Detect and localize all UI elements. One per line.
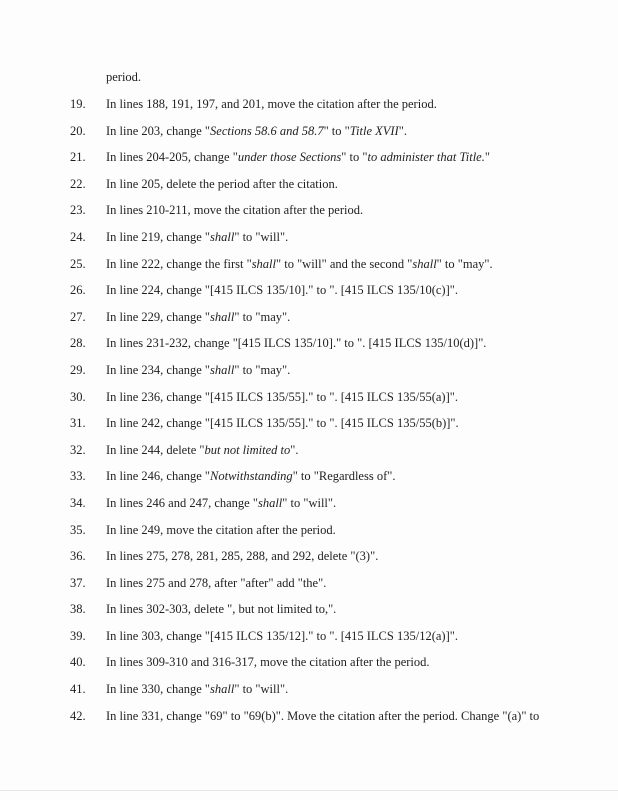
item-number: 36. xyxy=(70,549,86,564)
item-number: 34. xyxy=(70,495,86,510)
item-number: 32. xyxy=(70,442,86,457)
item-text xyxy=(106,522,336,538)
item-text xyxy=(106,575,326,591)
item-number: 41. xyxy=(70,682,86,697)
text-run: In lines 231-232, change "[415 ILCS 135/10]." to ". [415 ILCS 135/10(d)]". xyxy=(106,336,487,351)
list-item xyxy=(0,522,618,549)
list-item xyxy=(0,96,618,123)
item-number: 23. xyxy=(70,203,86,218)
text-run: ". xyxy=(290,442,299,457)
text-run: " to "will". xyxy=(234,682,289,697)
item-text xyxy=(106,681,288,697)
list-item xyxy=(0,708,618,735)
text-run: In line 224, change "[415 ILCS 135/10]." to ". [415 ILCS 135/10(c)]". xyxy=(106,283,458,298)
text-run: In line 242, change "[415 ILCS 135/55]." to ". [415 ILCS 135/55(b)]". xyxy=(106,416,459,431)
text-run: In line 234, change " xyxy=(106,362,211,377)
item-number: 22. xyxy=(70,176,86,191)
item-text xyxy=(106,654,430,670)
text-run: In lines 275 and 278, after "after" add "the". xyxy=(106,575,327,590)
item-number: 35. xyxy=(70,522,86,537)
italic-quote: shall xyxy=(257,495,283,510)
text-run: " to "may". xyxy=(234,309,291,324)
text-run: " to "will" and the second " xyxy=(276,256,413,271)
text-run: " xyxy=(484,150,490,165)
item-number: 25. xyxy=(70,256,86,271)
text-run: In lines 204-205, change " xyxy=(106,150,238,165)
text-run: " to " xyxy=(341,150,368,165)
italic-quote: to administer that Title. xyxy=(367,150,485,165)
text-run: In lines 309-310 and 316-317, move the citation after the period. xyxy=(106,655,430,670)
text-run: " to "Regardless of". xyxy=(292,469,396,484)
italic-quote: shall xyxy=(251,256,276,271)
list-item xyxy=(0,256,618,283)
item-text xyxy=(106,442,298,458)
list-item xyxy=(0,601,618,628)
list-item xyxy=(0,309,618,336)
item-text xyxy=(106,96,437,112)
list-item xyxy=(0,362,618,389)
item-number: 42. xyxy=(70,708,86,723)
item-text xyxy=(106,202,363,218)
item-number: 19. xyxy=(70,97,86,111)
item-number: 30. xyxy=(70,389,86,404)
list-item xyxy=(0,123,618,150)
text-run: In lines 188, 191, 197, and 201, move the citation after the period. xyxy=(106,97,437,111)
list-item xyxy=(0,176,618,203)
list-item xyxy=(0,335,618,362)
text-run: " to "will". xyxy=(234,229,289,244)
list-item xyxy=(0,229,618,256)
item-text xyxy=(106,176,338,192)
text-run: " to "may". xyxy=(436,256,493,271)
italic-quote: shall xyxy=(210,309,235,324)
item-text xyxy=(106,601,336,617)
text-run: In line 246, change " xyxy=(106,469,211,484)
text-run: In line 229, change " xyxy=(106,309,211,324)
list-item xyxy=(0,575,618,602)
list-item xyxy=(0,548,618,575)
item-number: 38. xyxy=(70,602,86,617)
italic-quote: shall xyxy=(412,256,437,271)
text-run: In line 205, delete the period after the citation. xyxy=(106,176,338,191)
item-text xyxy=(106,123,407,139)
list-item xyxy=(0,442,618,469)
list-item xyxy=(0,415,618,442)
text-run: ". xyxy=(398,123,407,138)
item-number: 21. xyxy=(70,150,86,165)
italic-quote: shall xyxy=(210,682,235,697)
item-text xyxy=(106,256,493,272)
item-text xyxy=(106,708,539,724)
numbered-list xyxy=(0,96,618,734)
list-item xyxy=(0,654,618,681)
text-run: In lines 275, 278, 281, 285, 288, and 292, delete "(3)". xyxy=(106,549,379,564)
continuation-text: period. xyxy=(106,70,142,84)
text-run: In lines 210-211, move the citation after the period. xyxy=(106,203,364,218)
list-item xyxy=(0,468,618,495)
item-number: 33. xyxy=(70,469,86,484)
italic-quote: Notwithstanding xyxy=(210,469,293,484)
list-item xyxy=(0,282,618,309)
text-run: " to " xyxy=(323,123,350,138)
item-text xyxy=(106,149,490,165)
item-number: 31. xyxy=(70,416,86,431)
italic-quote: under those Sections xyxy=(237,150,342,165)
item-text xyxy=(106,628,458,644)
item-number: 28. xyxy=(70,336,86,351)
text-run: " to "may". xyxy=(234,362,291,377)
item-text xyxy=(106,495,336,511)
italic-quote: Title XVII xyxy=(349,123,399,138)
item-number: 29. xyxy=(70,362,86,377)
item-text xyxy=(106,389,458,405)
item-text xyxy=(106,335,486,351)
text-run: In line 249, move the citation after the period. xyxy=(106,522,336,537)
list-item xyxy=(0,628,618,655)
item-text xyxy=(106,548,378,564)
text-run: In line 330, change " xyxy=(106,682,211,697)
text-run: In lines 302-303, delete ", but not limited to,". xyxy=(106,602,337,617)
item-text xyxy=(106,282,458,298)
italic-quote: shall xyxy=(210,362,235,377)
text-run: In line 203, change " xyxy=(106,123,211,138)
text-run: In lines 246 and 247, change " xyxy=(106,495,258,510)
item-number: 39. xyxy=(70,628,86,643)
text-run: In line 303, change "[415 ILCS 135/12]." to ". [415 ILCS 135/12(a)]". xyxy=(106,628,458,643)
list-item xyxy=(0,389,618,416)
text-run: " to "will". xyxy=(282,495,337,510)
item-number: 26. xyxy=(70,283,86,298)
italic-quote: Sections 58.6 and 58.7 xyxy=(210,123,324,138)
text-run: In line 244, delete " xyxy=(106,442,205,457)
text-run: In line 219, change " xyxy=(106,229,211,244)
item-text xyxy=(106,468,395,484)
item-text xyxy=(106,415,459,431)
item-number: 24. xyxy=(70,229,86,244)
list-item xyxy=(0,149,618,176)
text-run: In line 331, change "69" to "69(b)". Move the citation after the period. Change "(a)" to xyxy=(106,708,540,723)
item-number: 37. xyxy=(70,575,86,590)
item-number: 40. xyxy=(70,655,86,670)
text-run: In line 222, change the first " xyxy=(106,256,252,271)
list-item xyxy=(0,202,618,229)
item-text xyxy=(106,229,288,245)
list-item xyxy=(0,495,618,522)
item-text xyxy=(106,362,290,378)
list-item xyxy=(0,681,618,708)
item-number: 27. xyxy=(70,309,86,324)
italic-quote: shall xyxy=(210,229,235,244)
text-run: In line 236, change "[415 ILCS 135/55]." to ". [415 ILCS 135/55(a)]". xyxy=(106,389,458,404)
item-text xyxy=(106,309,290,325)
italic-quote: but not limited to xyxy=(204,442,291,457)
page-bottom-edge xyxy=(0,790,618,791)
item-number: 20. xyxy=(70,123,86,138)
